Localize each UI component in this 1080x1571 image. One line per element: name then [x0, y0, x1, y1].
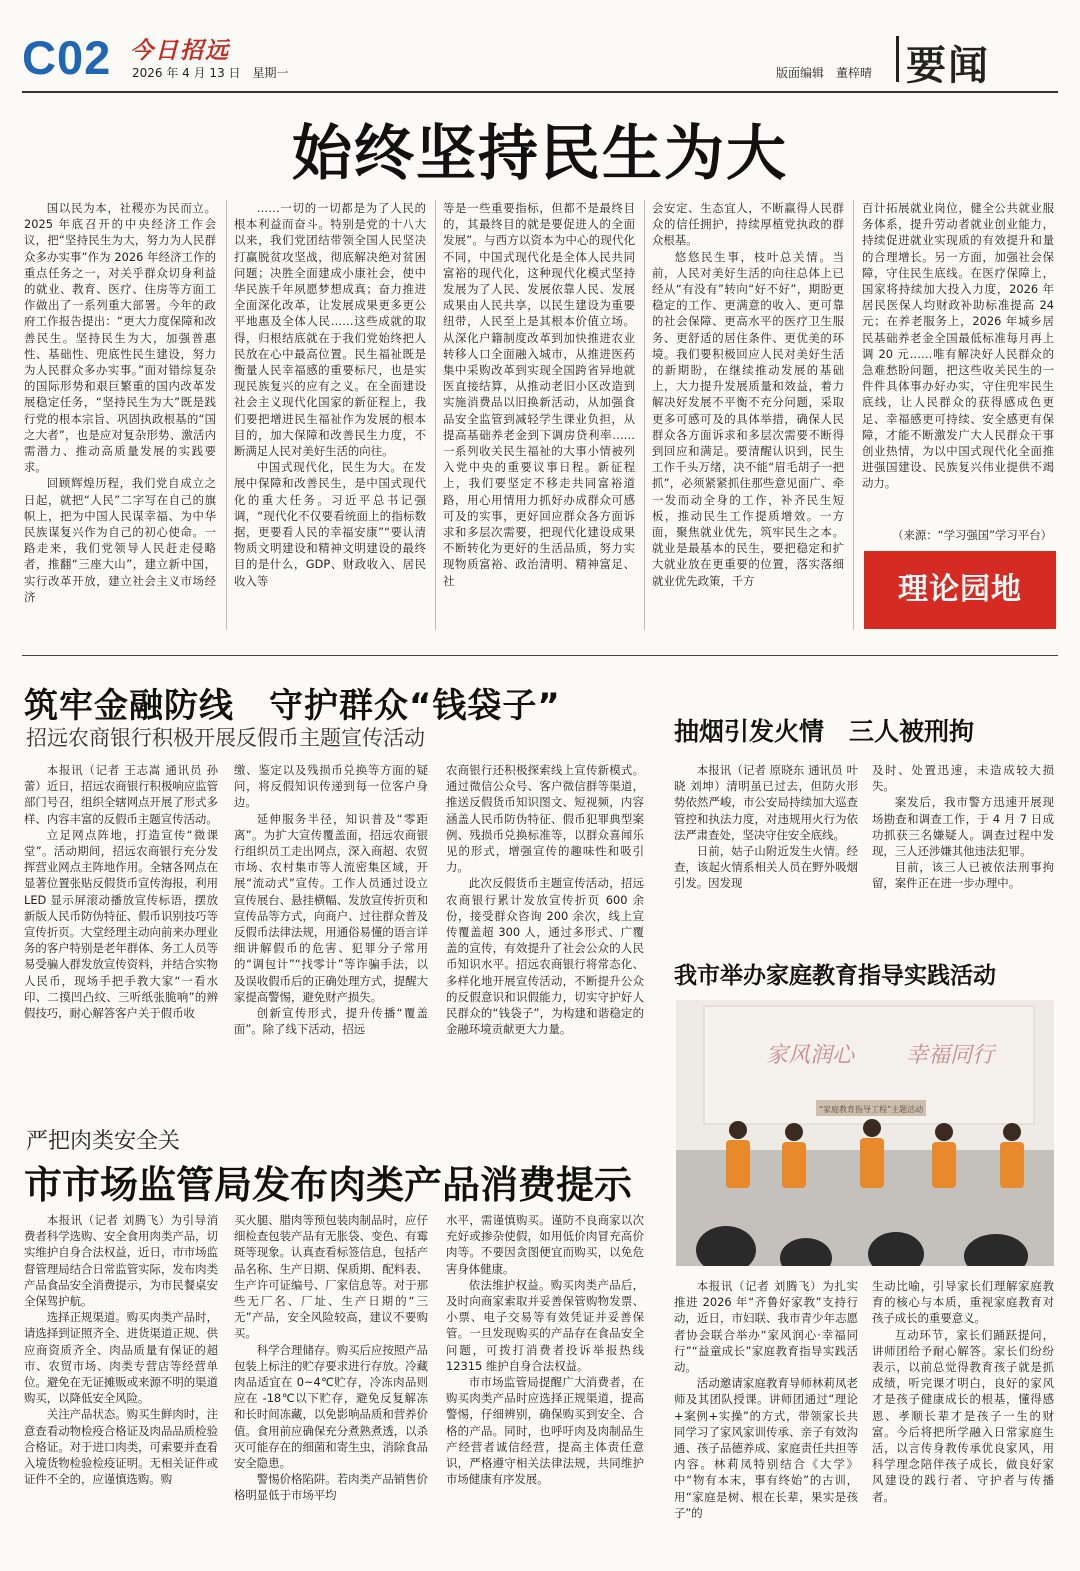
- event-photo: [676, 1000, 1054, 1266]
- paragraph: 回顾辉煌历程，我们党自成立之日起，就把“人民”二字写在自己的旗帜上，把为中国人民谋幸福、为中华民族谋复兴作为自己的初心使命。一路走来，我们党领导人民赶走侵略者，推翻“三座大山”，建立新中国，实行改革开放，建立社会主义市场经济: [24, 476, 216, 604]
- paragraph: 市市场监管局提醒广大消费者，在购买肉类产品时应选择正规渠道，提高警惕，仔细辨别，确保购买到安全、合格的产品。同时，也呼吁肉及肉制品生产经营者诚信经营，提高主体责任意识，严格遵守相关法律法规，共同维护市场健康有序发展。: [446, 1375, 644, 1487]
- fire-column-2: [872, 762, 1054, 932]
- family-column-1: [674, 1278, 858, 1560]
- meat-headline: 市市场监管局发布肉类产品消费提示: [24, 1163, 633, 1207]
- lead-column-4: [652, 200, 844, 632]
- paragraph: 及时、处置迅速，未造成较大损失。: [872, 763, 1054, 794]
- issue-date: 2026 年 4 月 13 日 星期一: [132, 66, 289, 80]
- column-divider: [226, 200, 227, 630]
- meat-column-2: [234, 1212, 428, 1562]
- section-name: 要闻: [906, 43, 990, 89]
- lead-headline: 始终坚持民生为大: [292, 119, 788, 189]
- paragraph: 活动邀请家庭教育导师林莉凤老师及其团队授课。讲师团通过“理论+案例+实操”的方式，带领家长共同学习了家风家训传承、亲子有效沟通、孩子品德养成、家庭责任共担等内容。林莉凤特别结合《大学》中“物有本末，事有终始”的古训，用“家庭是树、根在长辈，果实是孩子”的: [674, 1376, 858, 1520]
- paragraph: 选择正规渠道。购买肉类产品时，请选择到证照齐全、进货渠道正规、供应商资质齐全、肉品质量有保证的超市、农贸市场、肉类专营店等经营单位。避免在无证摊贩或来源不明的渠道购买，以降低安全风险。: [24, 1310, 218, 1406]
- paragraph: 中国式现代化，民生为大。在发展中保障和改善民生，是中国式现代化的重大任务。习近平总书记强调，“现代化不仅要看统面上的指标数据，更要看人民的幸福安康”“要认清物质文明建设和精神文明建设的最终目的是什么，GDP、财政收入、居民收入等: [234, 460, 426, 588]
- paragraph: 目前，该三人已被依法刑事拘留，案件正在进一步办理中。: [872, 860, 1054, 891]
- section-rule: [22, 655, 1058, 656]
- fire-column-1: [674, 762, 858, 932]
- paragraph: 创新宣传形式，提升传播“覆盖面”。除了线下活动，招远: [234, 1006, 428, 1037]
- paragraph: 生动比喻，引导家长们理解家庭教育的核心与本质，重视家庭教育对孩子成长的重要意义。: [872, 1279, 1054, 1326]
- paragraph: 本报讯（记者 刘腾飞）为扎实推进 2026 年“齐鲁好家教”支持行动，近日，市妇联、我市青少年志愿者协会联合举办“家风润心·幸福同行”“益童成长”家庭教育指导实践活动。: [674, 1279, 858, 1375]
- paragraph: 农商银行还积极探索线上宣传新模式。通过微信公众号、客户微信群等渠道，推送反假货币知识图文、短视频，内容涵盖人民币防伪特征、假币犯罪典型案例、残损币兑换标准等，以群众喜闻乐见的形式，增强宣传的趣味性和吸引力。: [446, 763, 644, 875]
- meat-kicker: 严把肉类安全关: [26, 1129, 181, 1154]
- masthead-logo: 今日招远: [130, 37, 230, 64]
- finance-column-2: [234, 762, 428, 1094]
- screen-text: “家庭教育指导工程”主题活动: [818, 1105, 924, 1114]
- paragraph: ……一切的一切都是为了人民的根本利益而奋斗。特别是党的十八大以来，我们党团结带领全国人民坚决打赢脱贫攻坚战，彻底解决绝对贫困问题；决胜全面建成小康社会，使中华民族千年夙愿梦想成真；奋力推进全面深化改革，让发展成果更多更公平地惠及全体人民……这些成就的取得，归根结底就在于我们党始终把人民放在心中最高位置。民生福祉既是衡量人民幸福感的重要标尺，也是实现民族复兴的应有之义。在全面建设社会主义现代化国家的新征程上，我们要把增进民生福祉作为发展的根本目的，加大保障和改善民生力度，不断满足人民对美好生活的向往。: [234, 201, 426, 459]
- header-rule: [22, 91, 1058, 93]
- meat-column-3: [446, 1212, 644, 1562]
- lead-column-1: [24, 200, 216, 632]
- paragraph: 悠悠民生事，枝叶总关情。当前，人民对美好生活的向往总体上已经从“有没有”转向“好不好”，期盼更稳定的工作、更满意的收入、更可靠的社会保障、更高水平的医疗卫生服务、更舒适的居住条件、更优美的环境。我们要积极回应人民对美好生活的新期盼，在继续推动发展的基础上，大力提升发展质量和效益，着力解决好发展不平衡不充分问题，采取更多可感可及的具体举措，确保人民群众各方面诉求和多层次需要不断得到回应和满足。要清醒认识到，民生工作千头万绪，决不能“眉毛胡子一把抓”，必须紧紧抓住那些意见面广、牵一发而动全身的工作，补齐民生短板，推动民生工作提质增效。一方面，聚焦就业优先，筑牢民生之本。就业是最基本的民生，要把稳定和扩大就业放在更重要的位置，落实落细就业优先政策，千方: [652, 249, 844, 588]
- lead-column-2: [234, 200, 426, 632]
- column-badge: 理论园地: [864, 551, 1056, 629]
- banner-right-text: 幸福同行: [906, 1043, 995, 1068]
- article-source: （来源：“学习强国”学习平台）: [892, 528, 1052, 542]
- paragraph: 科学合理储存。购买后应按照产品包装上标注的贮存要求进行存放。冷藏肉品适宜在 0~4℃贮存，冷冻肉品则应在 -18℃以下贮存，避免反复解冻和长时间冻藏，以免影响品质和营养价值。食用前应确保充分煮熟煮透，以杀灭可能存在的细菌和寄生虫，消除食品安全隐患。: [234, 1342, 428, 1471]
- column-divider: [853, 200, 854, 630]
- lead-column-5: [862, 200, 1054, 526]
- paragraph: 缴、鉴定以及残损币兑换等方面的疑问，将反假知识传递到每一位客户身边。: [234, 763, 428, 810]
- family-headline: 我市举办家庭教育指导实践活动: [674, 963, 996, 989]
- meat-column-1: [24, 1212, 218, 1562]
- page-number: C02: [22, 31, 112, 84]
- paragraph: 互动环节，家长们踊跃提问，讲师团给予耐心解答。家长们纷纷表示，以前总觉得教育孩子就是抓成绩，听完课才明白，良好的家风才是孩子健康成长的根基，懂得感恩、孝顺长辈才是孩子一生的财富。今后将把所学融入日常家庭生活，以言传身教传承优良家风，用科学理念陪伴孩子成长，做良好家风建设的践行者、守护者与传播者。: [872, 1327, 1054, 1504]
- paragraph: 依法维护权益。购买肉类产品后，及时向商家索取并妥善保管购物发票、小票、电子交易等有效凭证并妥善保管。一旦发现购买的产品存在食品安全问题，可拨打消费者投诉举报热线 12315 维护自身合法权益。: [446, 1277, 644, 1373]
- paragraph: 等是一些重要指标，但都不是最终目的，其最终目的就是要促进人的全面发展”。与西方以资本为中心的现代化不同，中国式现代化是全体人民共同富裕的现代化，这种现代化模式坚持发展为了人民、发展依靠人民、发展成果由人民共享，以民生建设为重要纽带，人民至上是其根本价值立场。从深化户籍制度改革到加快推进农业转移人口全面融入城市，从推进医药集中采购改革到实现全国跨省异地就医直接结算，从推动老旧小区改造到实施消费品以旧换新活动，从加强食品安全监管到减轻学生课业负担，从提高基础养老金到下调房贷利率……一系列收关民生福祉的大事小情被列入党中央的重要议事日程。新征程上，我们要坚定不移走共同富裕道路，用心用情用力抓好办成群众可感可及的实事，更好回应群众各方面诉求和多层次需要，把现代化建设成果不断转化为更好的生活品质，努力实现物质富裕、政治清明、精神富足、社: [443, 201, 635, 588]
- paragraph: 关注产品状态。购买生鲜肉时，注意查看动物检疫合格证及肉品品质检验合格证。对于进口肉类，可索要并查看入境货物检验检疫证明。无相关证件或证件不全的，应谨慎选购。购: [24, 1407, 218, 1487]
- paragraph: 此次反假货币主题宣传活动，招远农商银行累计发放宣传折页 600 余份，接受群众咨询 200 余次，线上宣传覆盖超 300 人，通过多形式、广覆盖的宣传，有效提升了社会公众的人民币知识水平。招远农商银行将常态化、多样化地开展宣传活动，不断提升公众的反假意识和识假能力，切实守护好人民群众的“钱袋子”，为构建和谐稳定的金融环境贡献更大力量。: [446, 876, 644, 1037]
- paragraph: 本报讯（记者 刘腾飞）为引导消费者科学选购、安全食用肉类产品，切实维护自身合法权益，近日，市市场监督管理局结合日常监管实际，发布肉类产品食品安全消费提示，为市民餐桌安全保驾护航。: [24, 1213, 218, 1309]
- paragraph: 买火腿、腊肉等预包装肉制品时，应仔细检查包装产品有无胀袋、变色、有霉斑等现象。认真查看标签信息，包括产品名称、生产日期、保质期、配料表、生产许可证编号、厂家信息等。对于那些无厂名、厂址、生产日期的“三无”产品，安全风险较高，建议不要购买。: [234, 1213, 428, 1341]
- lead-column-3: [443, 200, 635, 632]
- column-divider: [435, 200, 436, 630]
- finance-column-1: [24, 762, 218, 1094]
- paragraph: 案发后，我市警方迅速开展现场勘查和调查工作，于 4 月 7 日成功抓获三名嫌疑人。调查过程中发现，三人还涉嫌其他违法犯罪。: [872, 795, 1054, 859]
- paragraph: 本报讯（记者 王志嵩 通讯员 孙蕾）近日，招远农商银行积极响应监管部门号召，组织全辖网点开展了形式多样、内容丰富的反假币主题宣传活动。: [24, 763, 218, 826]
- fire-headline: 抽烟引发火情 三人被刑拘: [674, 717, 975, 746]
- finance-column-3: [446, 762, 644, 1094]
- banner-left-text: 家风润心: [766, 1043, 855, 1068]
- paragraph: 百计拓展就业岗位，健全公共就业服务体系，提升劳动者就业创业能力，持续促进就业实现质的有效提升和量的合理增长。另一方面，加强社会保障，守住民生底线。在医疗保障上，国家将持续加大投入力度，2026 年居民医保人均财政补助标准提高 24 元；在养老服务上，2026 年城乡居民基础养老金全国最低标准每月再上调 20 元……唯有解决好人民群众的急难愁盼问题，把这些收关民生的一件件具体事办好办实，守住兜牢民生底线，让人民群众的获得感成色更足、幸福感更可持续、安全感更有保障，才能不断激发广大人民群众干事创业热情，为以中国式现代化全面推进强国建设、民族复兴伟业提供不竭动力。: [862, 201, 1054, 491]
- event-photo-image: [676, 1000, 1054, 1266]
- family-column-2: [872, 1278, 1054, 1560]
- header-divider: [896, 36, 899, 82]
- paragraph: 水平，需谨慎购买。谨防不良商家以次充好或掺杂使假，如用低价肉冒充高价肉等。不要因贪图便宜而购买，以免危害身体健康。: [446, 1213, 644, 1276]
- paragraph: 日前，姑子山附近发生火情。经查，该起火情系相关人员在野外吸烟引发。因发现: [674, 844, 858, 891]
- page-editor: 版面编辑 董梓晴: [776, 66, 873, 80]
- finance-headline: 筑牢金融防线 守护群众“钱袋子”: [24, 686, 561, 726]
- paragraph: 立足网点阵地，打造宣传“微课堂”。活动期间，招远农商银行充分发挥营业网点主阵地作用。全辖各网点在显著位置张贴反假货币宣传海报，利用 LED 显示屏滚动播放宣传标语，摆放新版人民币防伪特征、假币识别技巧等宣传折页。大堂经理主动向前来办理业务的客户特别是老年群体、务工人员等易受骗人群发放宣传资料，并结合实物人民币，现场手把手教大家“一看水印、二摸凹凸纹、三听纸张脆响”的辨假技巧，耐心解答客户关于假币收: [24, 827, 218, 1021]
- paragraph: 国以民为本，社稷亦为民而立。2025 年底召开的中央经济工作会议，把“坚持民生为大，努力为人民群众多办实事”作为 2026 年经济工作的重点任务之一，对关乎群众切身利益的就业、教育、医疗、住房等方面工作做出了一系列重大部署。今年的政府工作报告提出：“更大力度保障和改善民生。坚持民生为大，加强普惠性、基础性、兜底性民生建设，努力为人民群众多办实事。”面对错综复杂的国际形势和艰巨繁重的国内改革发展稳定任务，“坚持民生为大”既是践行党的根本宗旨、巩固执政根基的“国之大者”，也是应对复杂形势、激活内需潜力、推动高质量发展的实践要求。: [24, 201, 216, 475]
- paragraph: 警惕价格陷阱。若肉类产品销售价格明显低于市场平均: [234, 1472, 428, 1503]
- paragraph: 本报讯（记者 原晓东 通讯员 叶晓 刘坤）清明虽已过去，但防火形势依然严峻，市公安局持续加大巡查管控和执法力度，对违规用火行为依法严肃查处，坚决守住安全底线。: [674, 763, 858, 842]
- paragraph: 会安定、生态宜人，不断赢得人民群众的信任拥护，持续厚植党执政的群众根基。: [652, 201, 844, 248]
- paragraph: 延伸服务半径，知识普及“零距离”。为扩大宣传覆盖面，招远农商银行组织员工走出网点，深入商超、农贸市场、农村集市等人流密集区域，开展“流动式”宣传。工作人员通过设立宣传展台、悬挂横幅、发放宣传折页和宣传品等方式，向商户、过往群众普及反假币法律法规，用通俗易懂的语言详细讲解假币的危害、犯罪分子常用的“调包计”“找零计”等诈骗手法，以及误收假币后的正确处理方式，提醒大家提高警惕，避免财产损失。: [234, 811, 428, 1004]
- column-divider: [644, 200, 645, 630]
- finance-subtitle: 招远农商银行积极开展反假币主题宣传活动: [26, 726, 425, 750]
